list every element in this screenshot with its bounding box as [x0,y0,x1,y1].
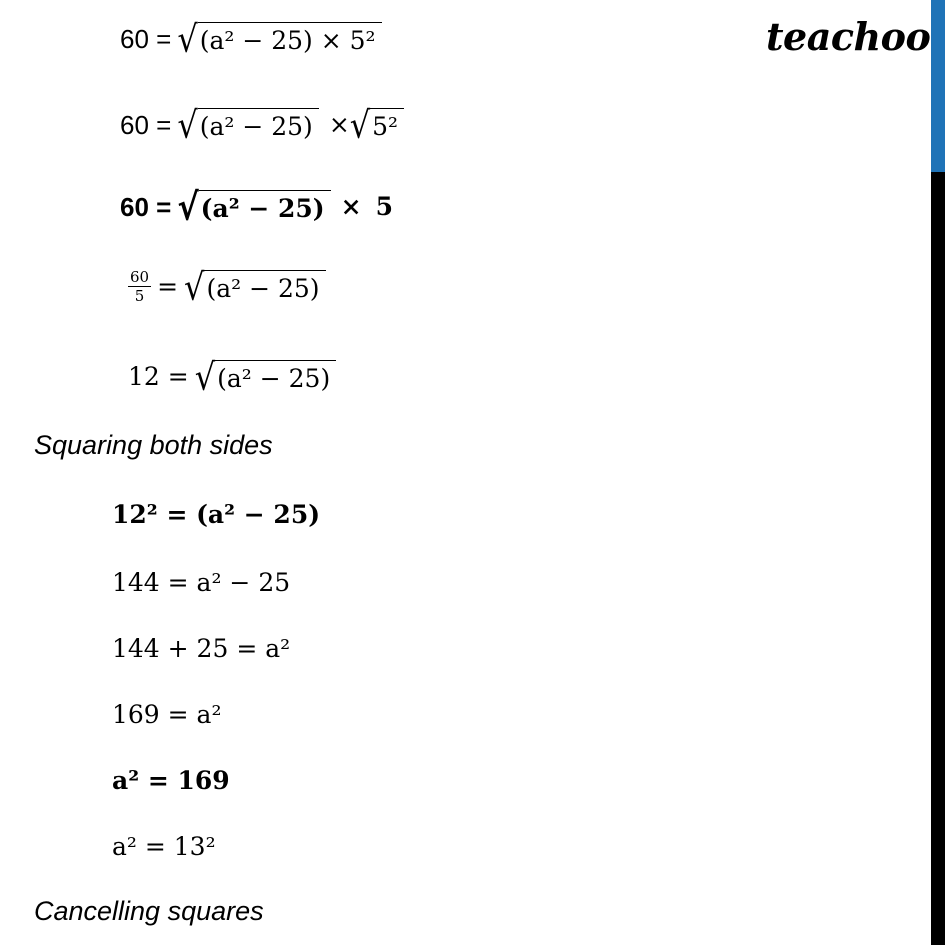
heading-squaring: Squaring both sides [34,430,273,460]
fraction-denominator: 5 [134,287,145,305]
scrollbar-thumb[interactable] [931,0,945,172]
equation-line-11: a² = 13² [112,832,216,861]
heading-cancelling: Cancelling squares [34,896,264,926]
teachoo-logo: teachoo [766,14,931,59]
eq3-radicand: (a² − 25) [199,190,331,224]
eq5-lhs: 12 = [128,362,189,391]
eq2-radicand-1: (a² − 25) [198,108,319,142]
eq2-times: × [328,110,350,139]
equation-line-8: 144 + 25 = a² [112,634,291,663]
sqrt-symbol: √ (a² − 25) × 5² [177,22,381,56]
eq1-lhs: 60 = [120,24,172,54]
sqrt-symbol: √ (a² − 25) [177,190,330,224]
eq2-radicand-2: 5² [370,108,404,142]
equation-line-3 [120,185,393,229]
fraction-numerator: 60 [130,268,150,286]
fraction [128,268,151,305]
sqrt-symbol: √ 5² [350,108,404,142]
equation-line-5 [128,355,336,399]
eq4-radicand: (a² − 25) [204,270,325,304]
eq3-times: × [340,192,362,221]
sqrt-symbol: √ (a² − 25) [195,360,336,394]
equation-line-4 [128,264,326,309]
equation-line-2 [120,103,404,147]
equation-line-9: 169 = a² [112,700,222,729]
eq3-rhs: 5 [375,192,393,221]
eq4-equals: = [157,271,179,301]
eq5-radicand: (a² − 25) [215,360,336,394]
eq1-radicand: (a² − 25) × 5² [198,22,382,56]
equation-line-10: a² = 169 [112,766,230,795]
equation-line-7: 144 = a² − 25 [112,568,291,597]
equation-line-1 [120,17,382,61]
sqrt-symbol: √ (a² − 25) [177,108,318,142]
eq3-lhs: 60 = [120,192,172,222]
sqrt-symbol: √ (a² − 25) [184,270,325,304]
eq2-lhs: 60 = [120,110,172,140]
equation-line-6: 12² = (a² − 25) [112,500,321,529]
